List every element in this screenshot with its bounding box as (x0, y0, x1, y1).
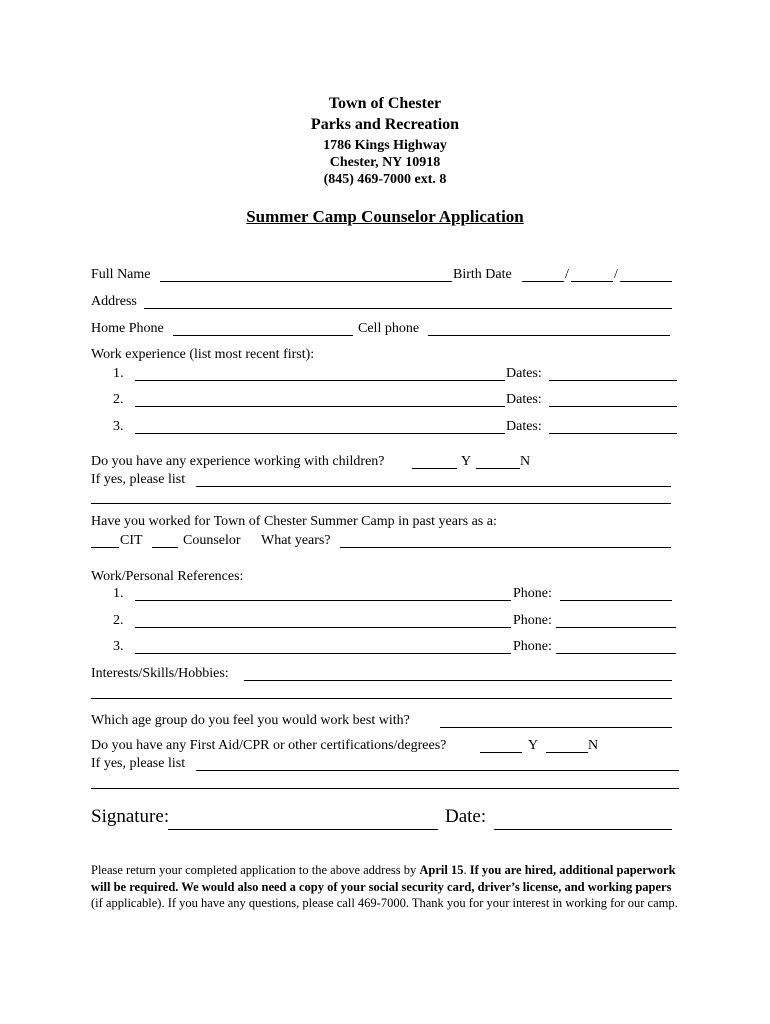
form-title: Summer Camp Counselor Application (246, 207, 524, 226)
children-yes-field[interactable] (412, 468, 457, 469)
instructions-text: Please return your completed application to the above address by (91, 863, 417, 877)
instructions-paragraph (91, 862, 683, 912)
interests-label: Interests/Skills/Hobbies: (91, 666, 229, 681)
children-list-field-2[interactable] (91, 503, 671, 504)
instructions-period: . (463, 863, 467, 877)
if-yes-label: If yes, please list (91, 756, 186, 771)
interests-field[interactable] (244, 680, 672, 681)
reference-number: 1. (113, 586, 124, 601)
birth-month-field[interactable] (522, 281, 564, 282)
reference-1-phone-field[interactable] (560, 600, 672, 601)
signature-field[interactable] (168, 829, 438, 830)
work-experience-label: Work experience (list most recent first): (91, 347, 315, 362)
cell-phone-field[interactable] (428, 335, 670, 336)
certifications-list-field-2[interactable] (91, 788, 679, 789)
phone-label: Phone: (513, 613, 552, 628)
date-slash: / (614, 267, 618, 282)
certifications-list-field[interactable] (196, 770, 679, 771)
age-group-field[interactable] (440, 727, 672, 728)
street-address: 1786 Kings Highway (323, 138, 447, 153)
address-label: Address (91, 294, 137, 309)
interests-field-2[interactable] (91, 698, 672, 699)
work-item-number: 2. (113, 392, 124, 407)
no-label: N (588, 738, 599, 753)
phone-label: Phone: (513, 639, 552, 654)
reference-2-field[interactable] (135, 627, 511, 628)
signature-date-field[interactable] (494, 829, 672, 830)
children-experience-question: Do you have any experience working with children? (91, 454, 385, 469)
age-group-question: Which age group do you feel you would work best with? (91, 713, 410, 728)
first-aid-yes-field[interactable] (480, 752, 522, 753)
signature-label: Signature: (91, 806, 170, 827)
dates-label: Dates: (506, 419, 542, 434)
contact-text: (if applicable). If you have any questions, please call 469-7000. Thank you for your interest in working for our camp. (91, 896, 678, 910)
home-phone-field[interactable] (173, 335, 353, 336)
work-experience-3-field[interactable] (135, 433, 505, 434)
date-slash: / (565, 267, 569, 282)
first-aid-question: Do you have any First Aid/CPR or other certifications/degrees? (91, 738, 447, 753)
phone-label: Phone: (513, 586, 552, 601)
home-phone-label: Home Phone (91, 321, 164, 336)
dates-label: Dates: (506, 366, 542, 381)
work-dates-3-field[interactable] (549, 433, 677, 434)
reference-2-phone-field[interactable] (556, 627, 676, 628)
reference-3-field[interactable] (135, 653, 511, 654)
cit-checkbox-field[interactable] (91, 547, 119, 548)
what-years-label: What years? (261, 533, 331, 548)
work-dates-1-field[interactable] (549, 380, 677, 381)
address-field[interactable] (144, 308, 672, 309)
letterhead (0, 93, 770, 188)
work-item-number: 1. (113, 366, 124, 381)
references-label: Work/Personal References: (91, 569, 244, 584)
org-name: Town of Chester (328, 95, 442, 112)
work-dates-2-field[interactable] (549, 406, 677, 407)
work-experience-1-field[interactable] (135, 380, 505, 381)
dept-name: Parks and Recreation (310, 116, 460, 133)
counselor-checkbox-field[interactable] (152, 547, 178, 548)
reference-3-phone-field[interactable] (556, 653, 676, 654)
full-name-label: Full Name (91, 267, 151, 282)
reference-1-field[interactable] (135, 600, 511, 601)
hiring-requirements: If you are hired, additional paperwork will be required. We would also need a copy of your social security card, driver’s license, and working papers (91, 863, 676, 894)
no-label: N (520, 454, 531, 469)
children-no-field[interactable] (476, 468, 520, 469)
reference-number: 2. (113, 613, 124, 628)
deadline-date: April 15 (419, 863, 464, 877)
work-item-number: 3. (113, 419, 124, 434)
birth-day-field[interactable] (571, 281, 613, 282)
counselor-label: Counselor (183, 533, 241, 548)
cit-label: CIT (120, 533, 143, 548)
date-label: Date: (445, 806, 487, 827)
cell-phone-label: Cell phone (358, 321, 420, 336)
work-experience-2-field[interactable] (135, 406, 505, 407)
worked-camp-question: Have you worked for Town of Chester Summer Camp in past years as a: (91, 514, 497, 529)
full-name-field[interactable] (160, 281, 452, 282)
dates-label: Dates: (506, 392, 542, 407)
if-yes-label: If yes, please list (91, 472, 186, 487)
yes-label: Y (528, 738, 539, 753)
city-state-zip: Chester, NY 10918 (329, 155, 441, 170)
reference-number: 3. (113, 639, 124, 654)
what-years-field[interactable] (340, 547, 671, 548)
office-phone: (845) 469-7000 ext. 8 (323, 172, 447, 187)
birth-year-field[interactable] (620, 281, 672, 282)
birth-date-label: Birth Date (453, 267, 512, 282)
children-list-field[interactable] (196, 486, 671, 487)
first-aid-no-field[interactable] (546, 752, 588, 753)
yes-label: Y (461, 454, 472, 469)
